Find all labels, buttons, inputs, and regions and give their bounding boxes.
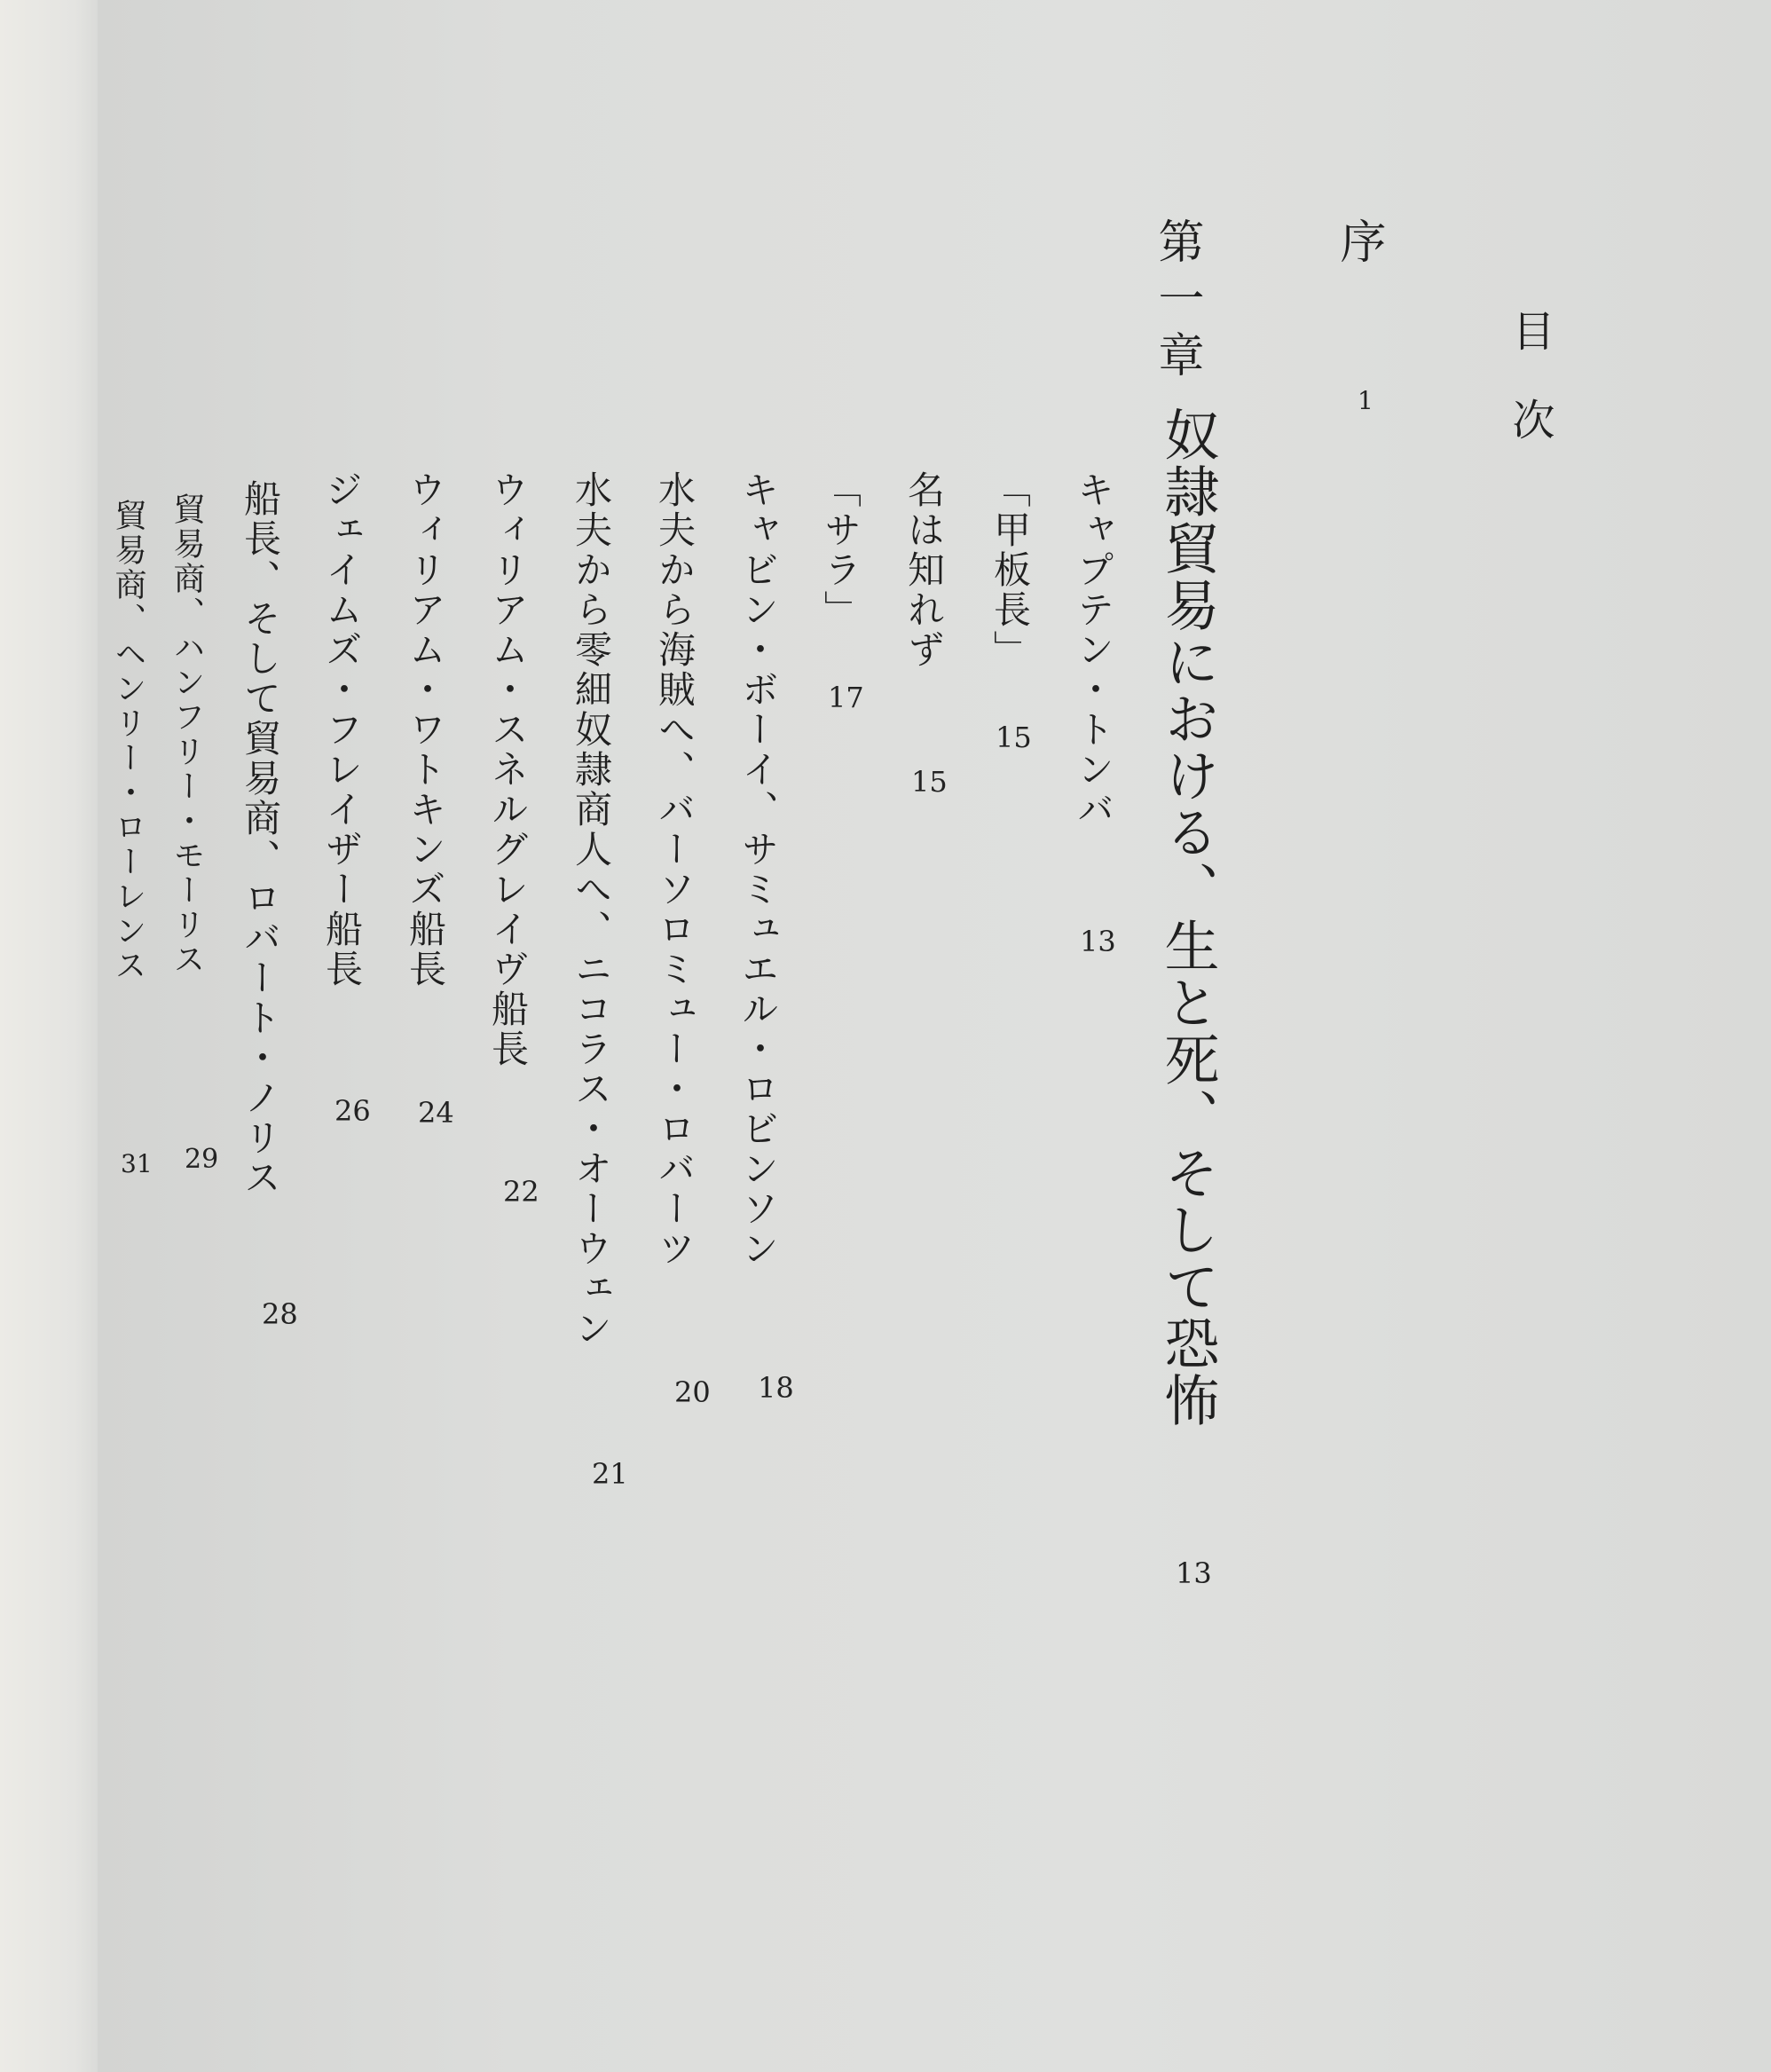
section-12-title: 貿易商、ハンフリー・モーリス — [169, 492, 205, 977]
section-4-page: 17 — [828, 681, 864, 714]
section-9-page: 24 — [418, 1096, 454, 1130]
section-10-title: ジェイムズ・フレイザー船長 — [320, 470, 364, 989]
section-13-page: 31 — [121, 1149, 153, 1178]
section-5-page: 18 — [758, 1371, 794, 1405]
section-8-page: 22 — [503, 1175, 539, 1209]
section-5-title: キャビン・ボーイ、サミュエル・ロビンソン — [736, 470, 780, 1269]
section-4-title: 「サラ」 — [819, 470, 862, 630]
section-3-page: 15 — [911, 765, 948, 799]
section-7-page: 21 — [592, 1457, 628, 1491]
section-3-title: 名は知れず — [902, 470, 946, 670]
section-11-title: 船長、そして貿易商、ロバート・ノリス — [239, 479, 282, 1198]
page-edge — [0, 0, 106, 2072]
chapter-1-title: 奴隷貿易における、生と死、そして恐怖 — [1155, 406, 1220, 1429]
section-2-page: 15 — [996, 721, 1032, 754]
section-11-page: 28 — [262, 1297, 298, 1331]
section-6-page: 20 — [674, 1375, 711, 1409]
section-10-page: 26 — [335, 1094, 371, 1128]
section-9-title: ウィリアム・ワトキンズ船長 — [404, 470, 447, 989]
section-12-page: 29 — [185, 1144, 219, 1175]
section-13-title: 貿易商、ヘンリー・ローレンス — [110, 499, 146, 983]
section-7-title: 水夫から零細奴隷商人へ、ニコラス・オーウェン — [570, 470, 613, 1349]
preface-page: 1 — [1358, 386, 1374, 415]
section-6-title: 水夫から海賊へ、バーソロミュー・ロバーツ — [653, 470, 697, 1269]
section-1-title: キャプテン・トンバ — [1072, 470, 1115, 830]
section-2-title: 「甲板長」 — [988, 470, 1032, 670]
preface-label: 序 — [1332, 217, 1385, 264]
chapter-1-label: 第一章 — [1150, 217, 1203, 388]
section-8-title: ウィリアム・スネルグレイヴ船長 — [486, 470, 530, 1069]
chapter-1-page: 13 — [1176, 1556, 1212, 1590]
section-1-page: 13 — [1080, 925, 1116, 958]
toc-title: 目次 — [1505, 309, 1555, 486]
